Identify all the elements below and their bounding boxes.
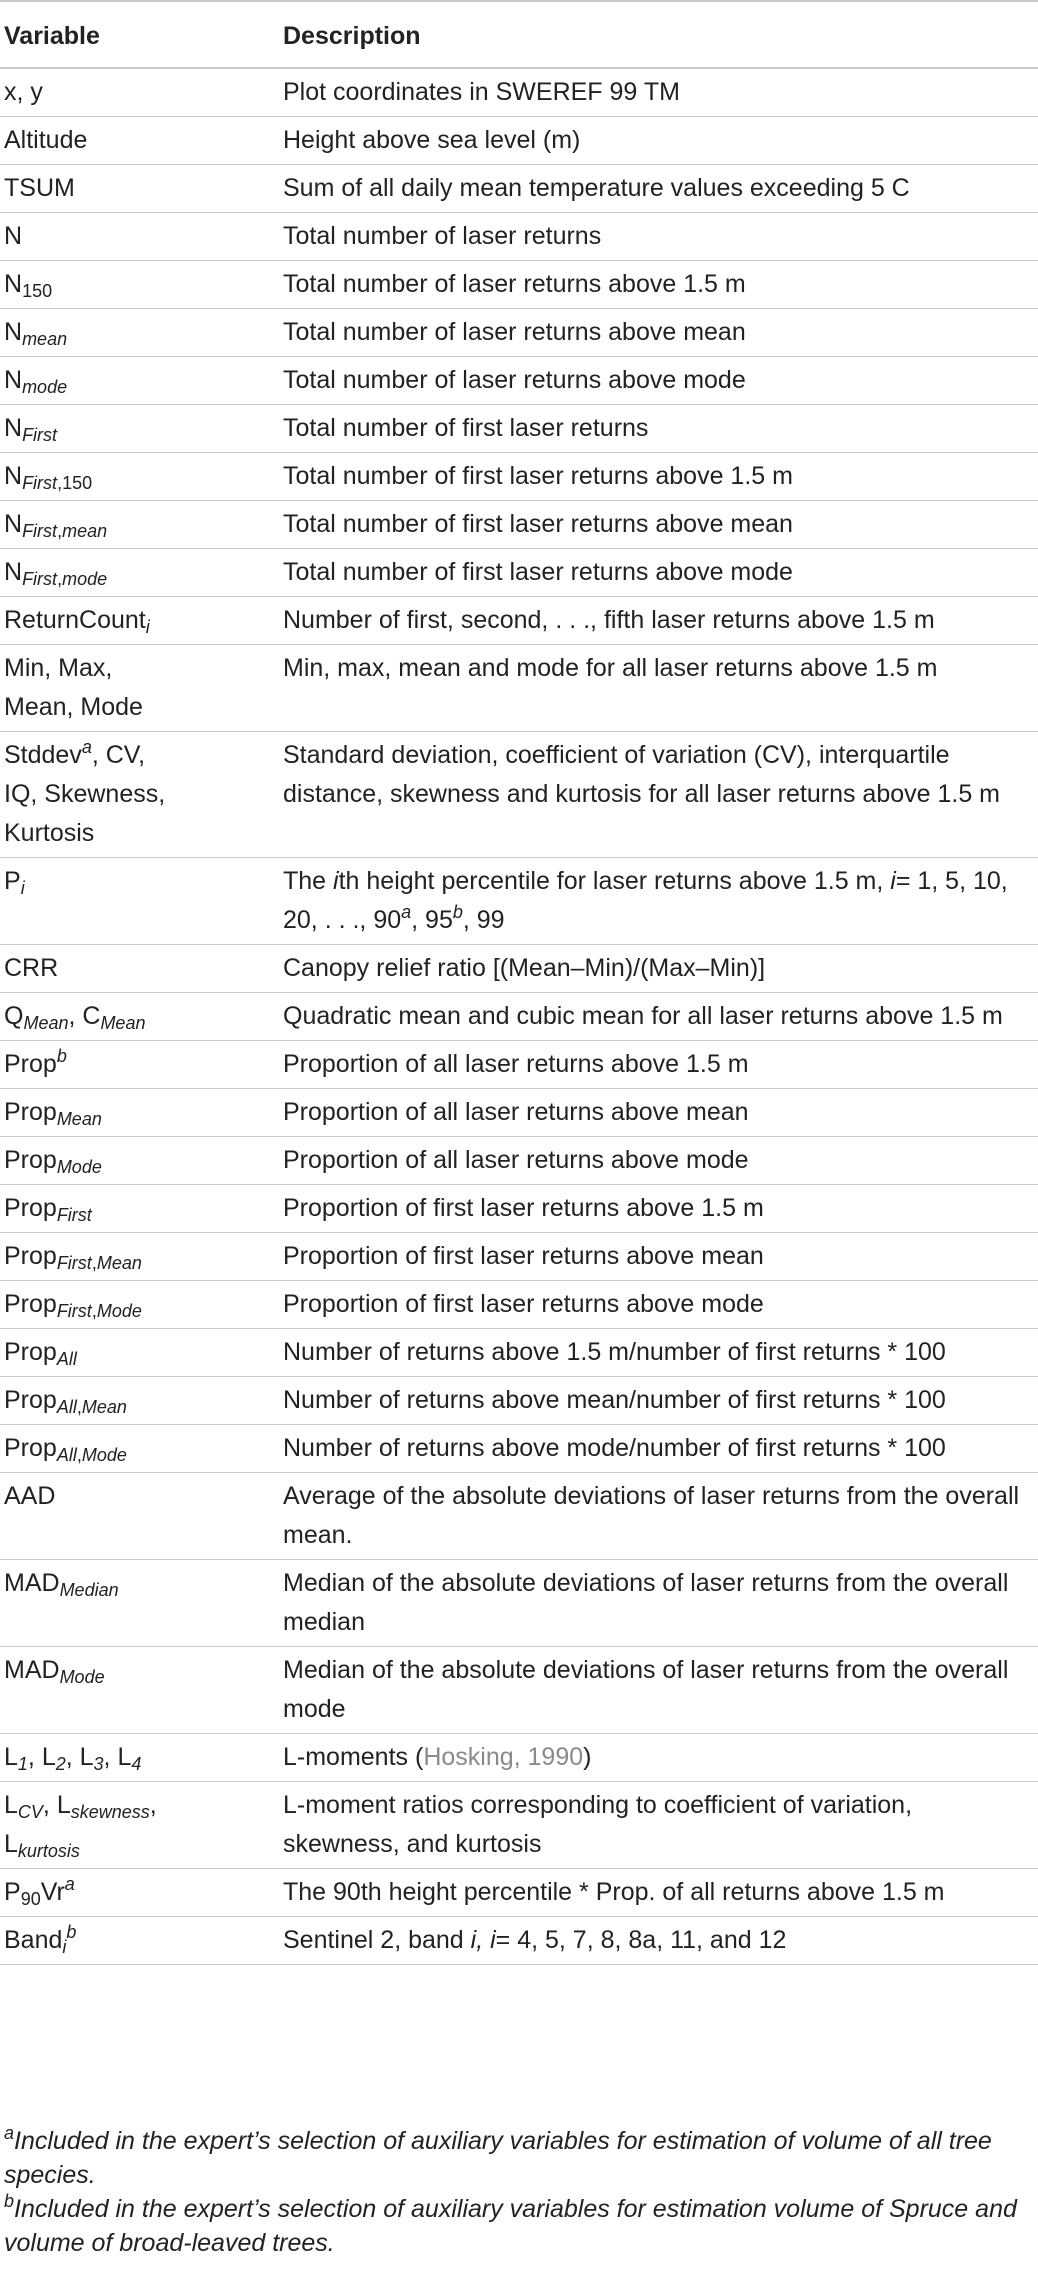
table-row	[0, 453, 1038, 501]
variable-cell: ReturnCount$_i$	[0, 597, 283, 645]
description-cell: Number of returns above 1.5 m/number of first returns * 100	[283, 1329, 1038, 1377]
description-cell: Median of the absolute deviations of laser returns from the overall median	[283, 1560, 1038, 1647]
variable-cell: Prop$^b$	[0, 1041, 283, 1089]
table-row	[0, 1647, 1038, 1734]
description-cell: Sum of all daily mean temperature values exceeding 5 C	[283, 165, 1038, 213]
variable-cell: $N_{First,mean}$	[0, 501, 283, 549]
table-row	[0, 732, 1038, 858]
variable-cell: Altitude	[0, 117, 283, 165]
variable-cell: $P_i$	[0, 858, 283, 945]
description-cell: Total number of laser returns above 1.5 m	[283, 261, 1038, 309]
footnote-b: $^b$Included in the expert’s selection of auxiliary variables for estimation volume of Spruce and volume of broad-leaved trees.	[4, 2191, 1017, 2257]
description-cell: Sentinel 2, band i, i= 4, 5, 7, 8, 8a, 11, and 12	[283, 1917, 1038, 1965]
description-cell: Proportion of first laser returns above mode	[283, 1281, 1038, 1329]
table-row	[0, 1185, 1038, 1233]
description-cell: Proportion of first laser returns above 1.5 m	[283, 1185, 1038, 1233]
table-row	[0, 357, 1038, 405]
variable-cell: $N_{150}$	[0, 261, 283, 309]
table-row	[0, 1917, 1038, 1965]
table-row	[0, 309, 1038, 357]
table-row	[0, 1377, 1038, 1425]
variable-cell: N	[0, 213, 283, 261]
variable-cell: Prop$_{All}$	[0, 1329, 283, 1377]
citation-link[interactable]: Hosking, 1990	[423, 1743, 584, 1771]
variable-cell: Prop$_{First,Mean}$	[0, 1233, 283, 1281]
table-row	[0, 1137, 1038, 1185]
table-row	[0, 1425, 1038, 1473]
header-description: Description	[283, 1, 1038, 68]
variable-cell: Min, Max, Mean, Mode	[0, 645, 283, 732]
description-cell: Canopy relief ratio [(Mean–Min)/(Max–Min)]	[283, 945, 1038, 993]
description-cell: Total number of laser returns above mode	[283, 357, 1038, 405]
table-row	[0, 68, 1038, 117]
table-row	[0, 405, 1038, 453]
table-row	[0, 261, 1038, 309]
description-cell: The 90th height percentile * Prop. of all returns above 1.5 m	[283, 1869, 1038, 1917]
variable-cell: Prop$_{Mode}$	[0, 1137, 283, 1185]
variable-cell: $N_{mean}$	[0, 309, 283, 357]
description-cell: Proportion of all laser returns above 1.5 m	[283, 1041, 1038, 1089]
variable-cell: TSUM	[0, 165, 283, 213]
table-row	[0, 1782, 1038, 1869]
table-row	[0, 1089, 1038, 1137]
description-cell: Number of returns above mode/number of first returns * 100	[283, 1425, 1038, 1473]
description-cell: Number of returns above mean/number of first returns * 100	[283, 1377, 1038, 1425]
table-row	[0, 165, 1038, 213]
variable-cell: Band$_i^b$	[0, 1917, 283, 1965]
table-row	[0, 1869, 1038, 1917]
table-row	[0, 549, 1038, 597]
description-cell: Total number of first laser returns	[283, 405, 1038, 453]
table-row	[0, 1281, 1038, 1329]
description-cell: Proportion of first laser returns above mean	[283, 1233, 1038, 1281]
description-cell: Proportion of all laser returns above mode	[283, 1137, 1038, 1185]
variable-cell: $Q_{Mean}$, $C_{Mean}$	[0, 993, 283, 1041]
table-row	[0, 1560, 1038, 1647]
description-cell: Total number of laser returns above mean	[283, 309, 1038, 357]
table-row	[0, 1329, 1038, 1377]
table-row	[0, 1473, 1038, 1560]
variable-cell: $N_{mode}$	[0, 357, 283, 405]
description-cell: Min, max, mean and mode for all laser returns above 1.5 m	[283, 645, 1038, 732]
description-cell: L-moments (Hosking, 1990)	[283, 1734, 1038, 1782]
variable-cell: $N_{First,mode}$	[0, 549, 283, 597]
description-cell: Standard deviation, coefficient of variation (CV), interquartile distance, skewness and kurtosis for all laser returns above 1.5 m	[283, 732, 1038, 858]
variable-cell: $MAD_{Median}$	[0, 1560, 283, 1647]
description-cell: The ith height percentile for laser returns above 1.5 m, i= 1, 5, 10, 20, . . ., 90$^a$, 95$^b$, 99	[283, 858, 1038, 945]
table-row	[0, 1041, 1038, 1089]
variable-cell: Stddev$^a$, CV, IQ, Skewness, Kurtosis	[0, 732, 283, 858]
variable-cell: Prop$_{First}$	[0, 1185, 283, 1233]
description-cell: Average of the absolute deviations of laser returns from the overall mean.	[283, 1473, 1038, 1560]
variable-cell: $MAD_{Mode}$	[0, 1647, 283, 1734]
description-cell: Plot coordinates in SWEREF 99 TM	[283, 68, 1038, 117]
description-cell: Median of the absolute deviations of laser returns from the overall mode	[283, 1647, 1038, 1734]
table-footnotes	[4, 2124, 1034, 2260]
table-row	[0, 993, 1038, 1041]
header-row	[0, 1, 1038, 68]
table-row	[0, 213, 1038, 261]
description-cell: Quadratic mean and cubic mean for all laser returns above 1.5 m	[283, 993, 1038, 1041]
table-row	[0, 597, 1038, 645]
table-row	[0, 645, 1038, 732]
table-row	[0, 945, 1038, 993]
table-row	[0, 1734, 1038, 1782]
variable-cell: $L_{CV}$, $L_{skewness}$, $L_{kurtosis}$	[0, 1782, 283, 1869]
variable-cell: $N_{First,150}$	[0, 453, 283, 501]
description-cell: Height above sea level (m)	[283, 117, 1038, 165]
table-row	[0, 117, 1038, 165]
variable-cell: AAD	[0, 1473, 283, 1560]
variable-cell: $N_{First}$	[0, 405, 283, 453]
description-cell: Total number of first laser returns above mean	[283, 501, 1038, 549]
footnote-a: $^a$Included in the expert’s selection of auxiliary variables for estimation of volume of all tree species.	[4, 2123, 992, 2189]
table-row	[0, 1233, 1038, 1281]
header-variable: Variable	[0, 1, 283, 68]
table-row	[0, 501, 1038, 549]
variable-cell: $L_1$, $L_2$, $L_3$, $L_4$	[0, 1734, 283, 1782]
variable-cell: Prop$_{First,Mode}$	[0, 1281, 283, 1329]
description-cell: Number of first, second, . . ., fifth laser returns above 1.5 m	[283, 597, 1038, 645]
variable-cell: x, y	[0, 68, 283, 117]
variable-cell: CRR	[0, 945, 283, 993]
variable-cell: Prop$_{All,Mode}$	[0, 1425, 283, 1473]
variable-cell: Prop$_{Mean}$	[0, 1089, 283, 1137]
description-cell: Proportion of all laser returns above mean	[283, 1089, 1038, 1137]
description-cell: Total number of first laser returns above mode	[283, 549, 1038, 597]
description-cell: L-moment ratios corresponding to coefficient of variation, skewness, and kurtosis	[283, 1782, 1038, 1869]
description-cell: Total number of laser returns	[283, 213, 1038, 261]
table-row	[0, 858, 1038, 945]
description-cell: Total number of first laser returns above 1.5 m	[283, 453, 1038, 501]
variable-cell: Prop$_{All,Mean}$	[0, 1377, 283, 1425]
variable-cell: $P_{90}Vr^a$	[0, 1869, 283, 1917]
